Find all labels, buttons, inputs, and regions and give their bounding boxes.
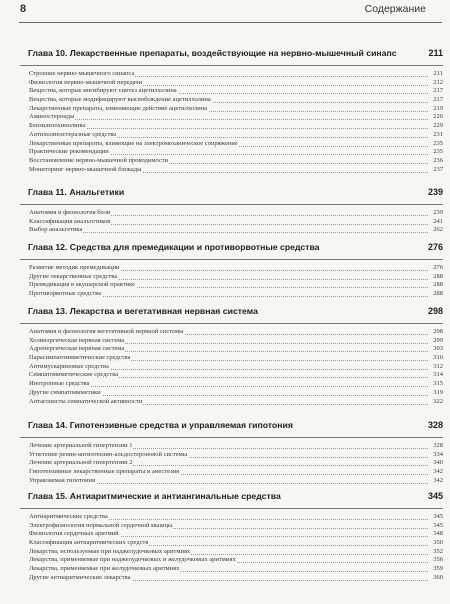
toc-entry[interactable] bbox=[29, 539, 443, 548]
toc-entry-title: Другие симпатомиметики bbox=[29, 388, 101, 396]
toc-entry[interactable] bbox=[29, 113, 443, 122]
chapter-rule bbox=[20, 437, 443, 438]
toc-entry[interactable] bbox=[29, 166, 443, 175]
toc-entry-page-number: 340 bbox=[433, 459, 443, 467]
toc-entry-page-number: 288 bbox=[433, 272, 443, 280]
running-header-title: Содержание bbox=[364, 3, 426, 15]
toc-entry-page-number: 342 bbox=[433, 468, 443, 476]
chapter-page-number: 298 bbox=[427, 306, 443, 316]
toc-entry-title: Выбор анальгетика bbox=[29, 226, 83, 234]
chapter-heading[interactable] bbox=[20, 491, 443, 505]
toc-entry-title: Антихолинэстеразные средства bbox=[29, 130, 117, 138]
chapter-page-number: 328 bbox=[427, 420, 443, 430]
toc-entry-title: Антагонисты симпатической активности bbox=[29, 397, 143, 405]
toc-entry[interactable] bbox=[29, 281, 443, 290]
toc-entry-title: Симпатомиметические средства bbox=[29, 371, 119, 379]
toc-entry[interactable] bbox=[29, 209, 443, 218]
toc-entry-page-number: 345 bbox=[433, 521, 443, 529]
toc-entry[interactable] bbox=[29, 96, 443, 105]
toc-entry-title: Физиология нервно-мышечной передачи bbox=[29, 78, 143, 86]
toc-entry-page-number: 303 bbox=[433, 345, 443, 353]
toc-entry-title: Инотропные средства bbox=[29, 380, 90, 388]
toc-entry-title: Аминостероиды bbox=[29, 113, 75, 121]
toc-entry-title: Практические рекомендации bbox=[29, 148, 109, 156]
toc-entry-page-number: 299 bbox=[433, 336, 443, 344]
toc-entry-page-number: 217 bbox=[433, 87, 443, 95]
chapter-title: Глава 13. Лекарства и вегетативная нервная система bbox=[28, 306, 258, 316]
toc-entry[interactable] bbox=[29, 70, 443, 79]
toc-entry-title: Развитие методик премедикации bbox=[29, 264, 120, 271]
toc-entry-page-number: 229 bbox=[433, 122, 443, 130]
toc-entry-page-number: 212 bbox=[433, 78, 443, 86]
chapter-title: Глава 14. Гипотензивные средства и управляемая гипотония bbox=[28, 420, 293, 430]
toc-entry[interactable] bbox=[29, 354, 443, 363]
toc-entry[interactable] bbox=[29, 398, 443, 407]
toc-entry-title: Восстановление нервно-мышечной проводимости bbox=[29, 156, 169, 164]
chapter-title: Глава 11. Анальгетики bbox=[28, 187, 125, 197]
chapter-page-number: 239 bbox=[427, 187, 443, 197]
chapter-block bbox=[20, 187, 443, 235]
toc-entry-title: Лекарственные препараты, изменяющие действие ацетилхолина bbox=[29, 104, 208, 112]
toc-entry[interactable] bbox=[29, 345, 443, 354]
toc-entry[interactable] bbox=[29, 522, 443, 531]
chapter-page-number: 211 bbox=[428, 48, 443, 58]
toc-entry-page-number: 226 bbox=[433, 113, 443, 121]
toc-entry-title: Другие антиаритмические лекарства bbox=[29, 573, 131, 581]
toc-entry-page-number: 298 bbox=[433, 328, 443, 335]
toc-entry-page-number: 231 bbox=[433, 130, 443, 138]
toc-entry[interactable] bbox=[29, 140, 443, 149]
toc-entry[interactable] bbox=[29, 328, 443, 337]
toc-entry-page-number: 334 bbox=[433, 450, 443, 458]
toc-entry-page-number: 314 bbox=[433, 371, 443, 379]
toc-entry[interactable] bbox=[29, 148, 443, 157]
toc-entry[interactable] bbox=[29, 530, 443, 539]
toc-entry-page-number: 262 bbox=[433, 226, 443, 234]
header-rule bbox=[19, 22, 442, 23]
chapter-rule bbox=[20, 204, 443, 205]
toc-entry-title: Лечение артериальной гипертензии 2 bbox=[29, 459, 133, 467]
toc-entry-page-number: 359 bbox=[433, 565, 443, 573]
toc-entry[interactable] bbox=[29, 468, 443, 477]
toc-entry[interactable] bbox=[29, 548, 443, 557]
toc-entry[interactable] bbox=[29, 273, 443, 282]
toc-entry-page-number: 342 bbox=[433, 476, 443, 484]
toc-entry-title: Анатомия и физиология вегетативной нервной системы bbox=[29, 328, 184, 335]
toc-entry-title: Противорвотные средства bbox=[29, 290, 102, 298]
toc-entry-title: Антимускариновые средства bbox=[29, 362, 109, 370]
toc-entry-page-number: 236 bbox=[433, 156, 443, 164]
chapter-block bbox=[20, 491, 443, 583]
toc-entry[interactable] bbox=[29, 574, 443, 583]
toc-entry[interactable] bbox=[29, 131, 443, 140]
toc-entry-title: Антиаритмические средства bbox=[29, 513, 108, 520]
toc-entry[interactable] bbox=[29, 459, 443, 468]
toc-entry-page-number: 235 bbox=[433, 148, 443, 156]
toc-entry-title: Управляемая гипотония bbox=[29, 476, 96, 484]
toc-entry-title: Вещества, которые модифицируют высвобождение ацетилхолина bbox=[29, 96, 211, 104]
toc-entry-title: Анатомия и физиология боли bbox=[29, 209, 111, 216]
toc-entry-page-number: 315 bbox=[433, 380, 443, 388]
toc-entry-page-number: 319 bbox=[433, 388, 443, 396]
toc-entry[interactable] bbox=[29, 371, 443, 380]
toc-entry[interactable] bbox=[29, 226, 443, 235]
toc-entry[interactable] bbox=[29, 451, 443, 460]
toc-entry-page-number: 239 bbox=[433, 209, 443, 216]
toc-entry-title: Лекарства, используемые при наджелудочковых аритмиях bbox=[29, 547, 191, 555]
dot-leader bbox=[29, 232, 428, 233]
toc-entry-page-number: 348 bbox=[433, 530, 443, 538]
chapter-heading[interactable] bbox=[20, 242, 443, 256]
dot-leader bbox=[29, 119, 428, 120]
toc-entry[interactable] bbox=[29, 389, 443, 398]
toc-entry[interactable] bbox=[29, 122, 443, 131]
toc-entry[interactable] bbox=[29, 157, 443, 166]
toc-entry-title: Другие лекарственные средства bbox=[29, 272, 118, 280]
toc-entry-title: Лекарства, применяемые при желудочковых аритмиях bbox=[29, 565, 180, 573]
chapter-rule bbox=[20, 65, 443, 66]
toc-entry-page-number: 211 bbox=[433, 70, 443, 77]
toc-entry[interactable] bbox=[29, 105, 443, 114]
toc-entry[interactable] bbox=[29, 87, 443, 96]
toc-entry-page-number: 356 bbox=[433, 556, 443, 564]
toc-entry-title: Вещества, которые ингибируют синтез ацетилхолина bbox=[29, 87, 177, 95]
chapter-title: Глава 12. Средства для премедикации и противорвотные средства bbox=[28, 242, 320, 252]
toc-entry-page-number: 276 bbox=[433, 264, 443, 271]
chapter-block bbox=[20, 306, 443, 406]
toc-entry-title: Лекарственные препараты, влияющие на электромеханическое сопряжение bbox=[29, 139, 238, 147]
toc-entry-title: Адренергическая нервная система bbox=[29, 345, 125, 353]
toc-entry-title: Мониторинг нервно-мышечной блокады bbox=[29, 165, 142, 173]
toc-entry-page-number: 235 bbox=[433, 139, 443, 147]
toc-entry-title: Классификация антиаритмических средств bbox=[29, 539, 149, 547]
chapter-rule bbox=[20, 508, 443, 509]
dot-leader bbox=[29, 128, 428, 129]
chapter-block bbox=[20, 420, 443, 485]
toc-entry-title: Угнетение ренин-ангиотензин-альдостероновой системы bbox=[29, 450, 188, 458]
toc-entry[interactable] bbox=[29, 290, 443, 299]
toc-entry-page-number: 217 bbox=[433, 96, 443, 104]
toc-entry-page-number: 237 bbox=[433, 165, 443, 173]
page-number: 8 bbox=[20, 3, 27, 15]
toc-entry-page-number: 328 bbox=[433, 442, 443, 449]
chapter-heading[interactable] bbox=[20, 48, 443, 62]
toc-entry-title: Гипотензивные лекарственные препараты и анестезия bbox=[29, 468, 180, 476]
toc-entry[interactable] bbox=[29, 79, 443, 88]
toc-entry-page-number: 310 bbox=[433, 354, 443, 362]
toc-entry-title: Физиология сердечных аритмий bbox=[29, 530, 119, 538]
toc-entry-page-number: 241 bbox=[433, 217, 443, 225]
chapter-page-number: 345 bbox=[427, 491, 443, 501]
toc-entry-page-number: 312 bbox=[433, 362, 443, 370]
toc-entry-title: Бензилизохинолины bbox=[29, 122, 86, 130]
toc-entry-page-number: 345 bbox=[433, 513, 443, 520]
chapter-heading[interactable] bbox=[20, 306, 443, 320]
toc-entry-page-number: 352 bbox=[433, 547, 443, 555]
toc-entry[interactable] bbox=[29, 380, 443, 389]
toc-entry-title: Строение нервно-мышечного синапса bbox=[29, 70, 135, 77]
toc-entry[interactable] bbox=[29, 363, 443, 372]
toc-entry[interactable] bbox=[29, 218, 443, 227]
toc-entry-title: Электрофизиология нормальной сердечной мышцы bbox=[29, 521, 173, 529]
chapter-rule bbox=[20, 323, 443, 324]
toc-entry[interactable] bbox=[29, 565, 443, 574]
toc-entry-page-number: 288 bbox=[433, 290, 443, 298]
toc-entry-page-number: 322 bbox=[433, 397, 443, 405]
toc-entry[interactable] bbox=[29, 264, 443, 273]
toc-entry-title: Классификация анальгетиков bbox=[29, 217, 111, 225]
toc-entry-title: Лекарства, применяемые при наджелудочковых и желудочковых аритмиях bbox=[29, 556, 236, 564]
chapter-heading[interactable] bbox=[20, 420, 443, 434]
chapter-page-number: 276 bbox=[427, 242, 443, 252]
toc-entry-title: Парасимпатомиметические средства bbox=[29, 354, 131, 362]
chapter-heading[interactable] bbox=[20, 187, 443, 201]
chapter-block bbox=[20, 242, 443, 299]
toc-entry[interactable] bbox=[29, 477, 443, 486]
toc-entry-page-number: 350 bbox=[433, 539, 443, 547]
toc-entry-page-number: 360 bbox=[433, 573, 443, 581]
toc-entry-page-number: 219 bbox=[433, 104, 443, 112]
chapter-block bbox=[20, 48, 443, 174]
toc-entry-title: Холинэргическая нервная система bbox=[29, 336, 125, 344]
toc-entry[interactable] bbox=[29, 513, 443, 522]
toc-entry-title: Премедикация в акушерской практике bbox=[29, 281, 136, 289]
toc-entry[interactable] bbox=[29, 556, 443, 565]
chapter-title: Глава 15. Антиаритмические и антиангинальные средства bbox=[28, 491, 281, 501]
toc-entry-page-number: 288 bbox=[433, 281, 443, 289]
chapter-rule bbox=[20, 259, 443, 260]
chapter-title: Глава 10. Лекарственные препараты, воздействующие на нервно-мышечный синапс bbox=[28, 48, 397, 58]
toc-entry[interactable] bbox=[29, 337, 443, 346]
toc-entry[interactable] bbox=[29, 442, 443, 451]
toc-entry-title: Лечение артериальной гипертензии 1 bbox=[29, 442, 133, 449]
